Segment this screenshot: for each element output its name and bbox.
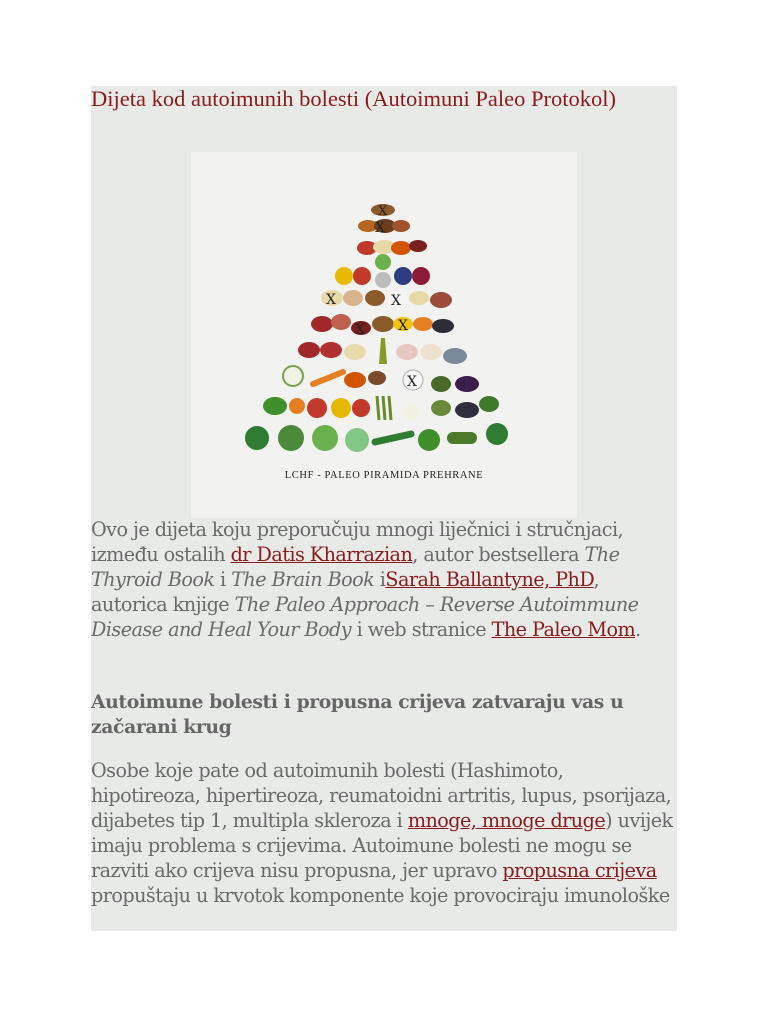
- pyramid-row-5: [311, 314, 454, 338]
- svg-text:X: X: [407, 374, 417, 390]
- pyramid-row-6: [298, 338, 467, 364]
- svg-text:X: X: [398, 318, 408, 334]
- svg-text:X: X: [326, 292, 336, 308]
- book-title-brain: The Brain Book: [231, 568, 375, 591]
- link-mnoge-druge[interactable]: mnoge, mnoge druge: [407, 809, 606, 832]
- section-heading: Autoimune bolesti i propusna crijeva zatvaraju vas u začarani krug: [91, 691, 624, 738]
- intro-paragraph: Ovo je dijeta koju preporučuju mnogi liječnici i stručnjaci, između ostalih dr Datis Kharrazian, autor bestsellera The Thyroid Book i The Brain Book iSarah Ballantyne, PhD, autorica knjige The Paleo Approach – Reverse Autoimmune Disease and Heal Your Body i web stranice The Paleo Mom.: [91, 518, 641, 641]
- book-title-paleo-approach: The Paleo Approach – Reverse Autoimmune Disease and Heal Your Body: [91, 593, 639, 641]
- food-pyramid-illustration: [191, 152, 577, 518]
- pyramid-caption: LCHF - PALEO PIRAMIDA PREHRANE: [284, 470, 484, 481]
- pyramid-row-7: [283, 366, 479, 392]
- link-the-paleo-mom[interactable]: The Paleo Mom: [491, 618, 636, 641]
- svg-text:X: X: [378, 204, 388, 219]
- link-sarah-ballantyne[interactable]: Sarah Ballantyne, PhD: [385, 568, 594, 591]
- article-title: Dijeta kod autoimunih bolesti (Autoimuni Paleo Protokol): [91, 86, 616, 111]
- pyramid-row-2: [357, 219, 427, 255]
- body-paragraph: Osobe koje pate od autoimunih bolesti (Hashimoto, hipotireoza, hipertireoza, reumatoidni artritis, lupus, psorijaza, dijabetes tip 1, multipla skleroza i mnoge, mnoge druge) uvijek imaju problema s crijevima. Autoimune bolesti ne mogu se razviti ako crijeva nisu propusna, jer upravo propusna crijeva propuštaju u krvotok komponente koje provociraju imunološke: [91, 759, 673, 907]
- pyramid-row-9: [245, 423, 508, 452]
- link-propusna-crijeva[interactable]: propusna crijeva: [502, 859, 657, 882]
- food-pyramid-image: [191, 152, 577, 518]
- svg-text:X: X: [355, 322, 365, 338]
- article-panel: [91, 86, 677, 931]
- pyramid-row-4: [321, 290, 452, 309]
- book-title-thyroid: The Thyroid Book: [91, 543, 620, 591]
- link-datis-kharrazian[interactable]: dr Datis Kharrazian: [230, 543, 413, 566]
- pyramid-row-8: [263, 396, 499, 420]
- svg-text:X: X: [391, 293, 401, 309]
- svg-text:X: X: [375, 220, 385, 236]
- pyramid-row-1: [371, 204, 395, 219]
- pyramid-row-3: [335, 254, 430, 288]
